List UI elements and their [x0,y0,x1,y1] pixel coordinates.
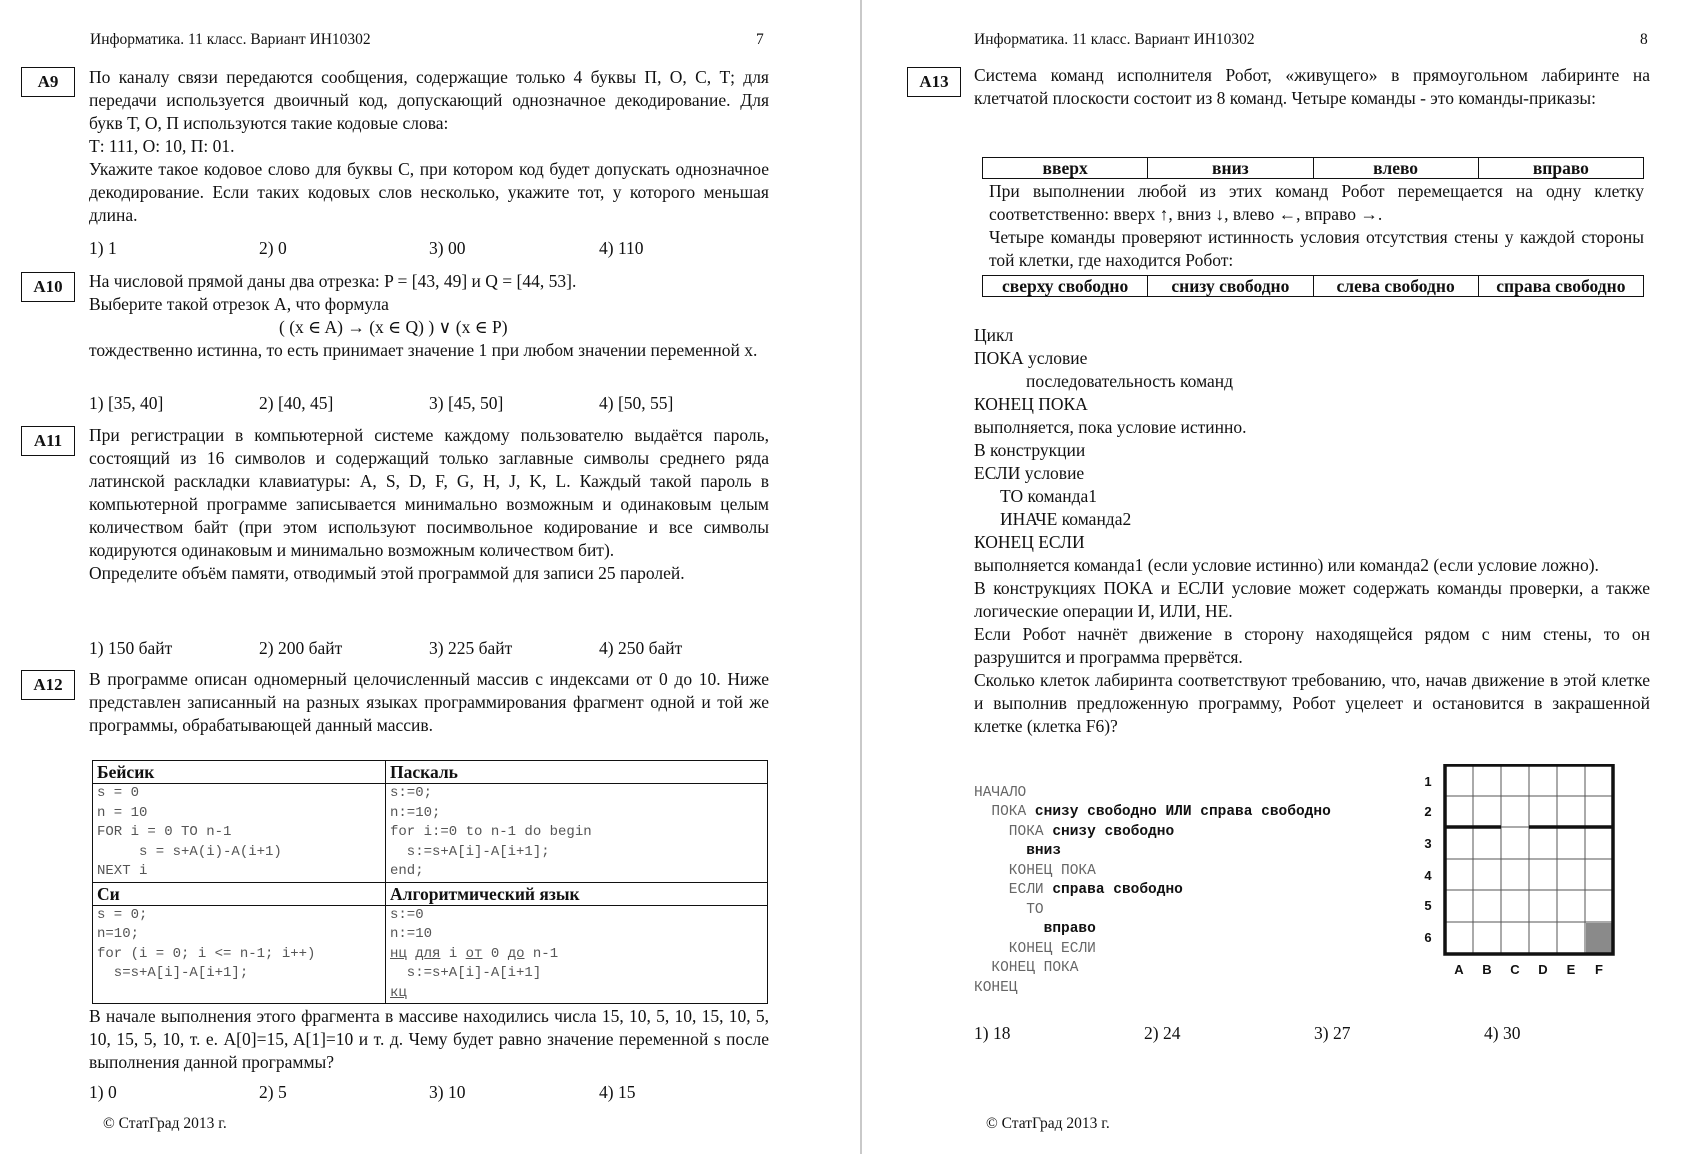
a12-condition: В программе описан одномерный целочисленный массив с индексами от 0 до 10. Ниже представлен записанный на разных языках программирования фрагмент одной и той же программы, обрабатывающей данный массив. [89,669,769,735]
answer-option[interactable]: 4) 110 [599,238,644,258]
page-footer: © СтатГрад 2013 г. [103,1115,227,1132]
logic-text: В конструкциях ПОКА и ЕСЛИ условие может содержать команды проверки, а также логические операции И, ИЛИ, НЕ. [974,578,1650,621]
question-a11-text [89,424,769,585]
grid-col-label: B [1482,962,1492,977]
c-title: Си [93,882,386,905]
prog-line: КОНЕЦ ПОКА [974,960,1079,976]
alg-title: Алгоритмический язык [386,882,768,905]
question-text: Сколько клеток лабиринта соответствуют требованию, что, начав движение в этой клетке и выполнив предложенную программу, Робот уцелеет и остановится в закрашенной клетке (клетка F6)? [974,670,1650,736]
command-cell: вниз [1148,158,1313,179]
grid-row-label: 4 [1424,868,1432,883]
prog-condition: справа свободно [1052,882,1183,898]
command-cell: справа свободно [1478,276,1643,297]
check-text: Четыре команды проверяют истинность условия отсутствия стены у каждой стороны той клетки, где находится Робот: [989,227,1644,270]
prog-line: КОНЕЦ ПОКА [974,862,1096,879]
command-cell: слева свободно [1313,276,1478,297]
question-a12-text [89,668,769,737]
maze-grid [1418,764,1618,984]
move-commands-table [982,157,1644,179]
answer-option[interactable]: 3) 10 [429,1082,466,1102]
code-text: i [440,945,466,962]
prog-condition: снизу свободно ИЛИ справа свободно [1034,804,1331,820]
a11-condition: При регистрации в компьютерной системе каждому пользователю выдаётся пароль, состоящий из 16 символов и содержащий только заглавные символы среднего ряда латинской раскладки клавиатуры: A, S, D, F, G, H, J, K, L. Каждый такой пароль в компьютерной программе записывается минимально возможным и одинаковым целым количеством байт (при этом используют посимвольное кодирование и все символы кодируются одинаковым и минимально возможным количеством бит). [89,425,769,560]
grid-row-label: 5 [1424,898,1432,913]
code-line: s:=0; [390,785,433,801]
code-comparison-table [92,760,768,1004]
grid-col-label: C [1510,962,1520,977]
answer-option[interactable]: 2) 200 байт [259,638,343,658]
code-line: s:=s+A[i]-A[i+1]; [390,843,550,860]
prog-line: КОНЕЦ [974,979,1018,996]
a10-task-end: тождественно истинна, то есть принимает значение 1 при любом значении переменной х. [89,340,758,360]
answer-option[interactable]: 1) 0 [89,1082,117,1102]
text-line: КОНЕЦ ЕСЛИ [974,532,1085,552]
grid-col-label: D [1538,962,1548,977]
text-line: ИНАЧЕ команда2 [1000,509,1132,529]
grid-col-label: E [1566,962,1576,977]
code-line: n:=10 [390,926,433,942]
question-label-a13: A13 [907,67,961,97]
prog-condition: снизу свободно [1052,823,1175,840]
pascal-code [386,784,768,883]
if-text: выполняется команда1 (если условие истинно) или команда2 (если условие ложно). [974,555,1599,575]
text-line: Цикл [974,325,1014,345]
answer-option[interactable]: 3) [45, 50] [429,393,504,413]
basic-title: Бейсик [93,761,386,784]
robot-program [974,764,1331,998]
answer-option[interactable]: 3) 00 [429,238,466,258]
a12-task: В начале выполнения этого фрагмента в массиве находились числа 15, 10, 5, 10, 15, 10, 5, 10, 15, 5, 10, т. е. A[0]=15, A[1]=10 и т. д. Чему будет равно значение переменной s после выполнения данной программы? [89,1006,769,1072]
command-cell: вверх [983,158,1148,179]
crash-text: Если Робот начнёт движение в сторону находящейся рядом с ним стены, то он разрушится и программа прервётся. [974,624,1650,667]
keyword: для [415,945,441,962]
answer-option[interactable]: 4) 15 [599,1082,636,1102]
question-label-a9: A9 [21,67,75,97]
keyword: до [507,945,525,962]
a10-formula: ( (x ∈ A) → (x ∈ Q) ) ∨ (x ∈ P) [279,317,508,337]
answer-option[interactable]: 2) [40, 45] [259,393,334,413]
prog-line: ПОКА [974,804,1035,820]
answer-option[interactable]: 1) [35, 40] [89,393,164,413]
answer-option[interactable]: 2) 5 [259,1082,287,1102]
text-line: последовательность команд [1026,371,1234,391]
answer-option[interactable]: 2) 0 [259,238,287,258]
code-text: n-1 [524,945,559,962]
code-line: n:=10; [390,804,441,821]
a9-task: Укажите такое кодовое слово для буквы С, при котором код будет допускать однозначное декодирование. Если таких кодовых слов несколько, укажите тот, у которого меньшая длина. [89,159,769,225]
answer-option[interactable]: 4) 250 байт [599,638,683,658]
page-number: 8 [1640,31,1648,48]
code-line: NEXT i [97,863,148,879]
code-line: s=s+A[i]-A[i+1]; [97,965,249,981]
question-a9-text [89,66,769,227]
code-line: s = 0 [97,785,140,801]
question-label-a12: A12 [21,670,75,700]
page-number: 7 [756,31,764,48]
grid-col-label: A [1454,962,1464,977]
move-text: При выполнении любой из этих команд Робот перемещается на одну клетку соответственно: вверх ↑, вниз ↓, влево ←, вправо →. [989,181,1644,224]
grid-row-label: 1 [1424,774,1432,789]
question-a12-task [89,1005,769,1074]
code-line: for i:=0 to n-1 do begin [390,824,592,840]
a10-condition: На числовой прямой даны два отрезка: P = [43, 49] и Q = [44, 53]. [89,271,577,291]
prog-command: вправо [1043,921,1096,937]
answer-option[interactable]: 3) 225 байт [429,638,513,658]
rules-description [974,554,1650,738]
page-8 [862,0,1704,1154]
code-line: s:=s+A[i]-A[i+1] [390,965,542,981]
loop-description [974,324,1650,554]
answer-option[interactable]: 3) 27 [1314,1023,1351,1043]
target-cell-f6 [1586,923,1612,953]
keyword: нц [390,945,407,962]
command-cell: снизу свободно [1148,276,1313,297]
code-line: end; [390,863,424,879]
answer-option[interactable]: 1) 18 [974,1023,1011,1043]
code-line: FOR i = 0 TO n-1 [97,824,232,840]
basic-code [93,784,386,883]
grid-row-label: 3 [1424,836,1432,851]
c-code [93,905,386,1004]
question-a13-intro [974,64,1650,110]
prog-line: ЕСЛИ [974,882,1053,898]
page-header: Информатика. 11 класс. Вариант ИН10302 [974,31,1255,48]
command-cell: влево [1313,158,1478,179]
a9-condition: По каналу связи передаются сообщения, содержащие только 4 буквы П, О, С, Т; для передачи используется двоичный код, допускающий однозначное декодирование. Для букв Т, О, П используются такие кодовые слова: [89,67,769,133]
move-description [989,180,1644,272]
a11-task: Определите объём памяти, отводимый этой программой для записи 25 паролей. [89,563,685,583]
check-commands-table [982,275,1644,297]
answer-option[interactable]: 1) 150 байт [89,638,173,658]
a10-task: Выберите такой отрезок A, что формула [89,294,389,314]
code-line: n=10; [97,926,140,942]
prog-line: ПОКА [974,823,1053,840]
code-line: for (i = 0; i <= n-1; i++) [97,945,316,962]
grid-col-label: F [1595,962,1603,977]
text-line: выполняется, пока условие истинно. [974,417,1247,437]
prog-command: вниз [1026,843,1062,859]
code-line: s = s+A(i)-A(i+1) [97,843,282,860]
prog-line: НАЧАЛО [974,784,1027,801]
answer-option[interactable]: 1) 1 [89,238,117,258]
a13-intro: Система команд исполнителя Робот, «живущего» в прямоугольном лабиринте на клетчатой плоскости состоит из 8 команд. Четыре команды - это команды-приказы: [974,65,1650,108]
a9-codes: Т: 111, О: 10, П: 01. [89,136,235,156]
page-footer: © СтатГрад 2013 г. [986,1115,1110,1132]
grid-row-label: 6 [1424,930,1432,945]
code-line: s = 0; [97,906,148,923]
answer-option[interactable]: 4) [50, 55] [599,393,674,413]
question-label-a10: A10 [21,272,75,302]
keyword: от [465,945,483,962]
code-line [390,945,763,965]
grid-row-label: 2 [1424,804,1432,819]
code-line: кц [390,984,407,1001]
pascal-title: Паскаль [386,761,768,784]
answer-option[interactable]: 4) 30 [1484,1023,1521,1043]
prog-line: ТО [974,901,1044,918]
text-line: ЕСЛИ условие [974,463,1085,483]
page-header: Информатика. 11 класс. Вариант ИН10302 [90,31,371,48]
code-text: 0 [482,945,508,962]
alg-code [386,905,768,1004]
text-line: ТО команда1 [1000,486,1098,506]
answer-option[interactable]: 2) 24 [1144,1023,1181,1043]
text-line: КОНЕЦ ПОКА [974,394,1088,414]
command-cell: сверху свободно [983,276,1148,297]
code-line: n = 10 [97,804,148,821]
command-cell: вправо [1478,158,1643,179]
prog-line: КОНЕЦ ЕСЛИ [974,940,1096,957]
text-line: В конструкции [974,440,1086,460]
question-a10-text [89,270,769,362]
question-label-a11: A11 [21,426,75,456]
text-line: ПОКА условие [974,348,1088,368]
code-line: s:=0 [390,906,424,923]
